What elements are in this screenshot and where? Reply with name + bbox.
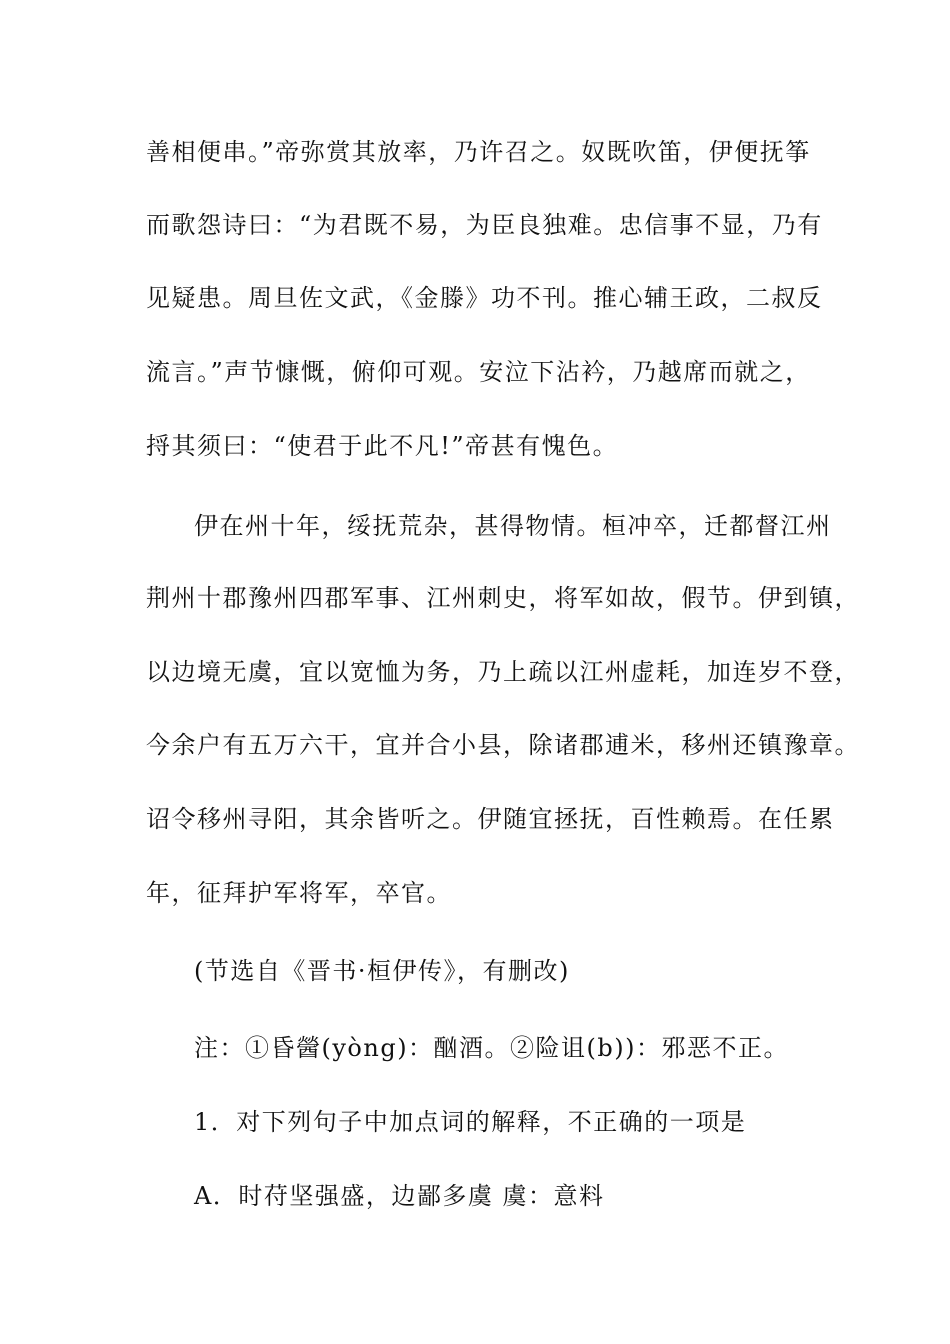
- question-prompt: 1．对下列句子中加点词的解释，不正确的一项是: [194, 1108, 747, 1136]
- text-line: 年，征拜护军将军，卒官。: [146, 879, 452, 907]
- text-line: 流言。”声节慷慨，俯仰可观。安泣下沾衿，乃越席而就之，: [146, 358, 811, 386]
- text-line: 而歌怨诗曰：“为君既不易，为臣良独难。忠信事不显，乃有: [146, 211, 823, 239]
- paragraph-start-line: 伊在州十年，绥抚荒杂，甚得物情。桓冲卒，迁都督江州: [194, 512, 832, 540]
- text-line: 以边境无虞，宜以宽恤为务，乃上疏以江州虚耗，加连岁不登，: [146, 658, 860, 686]
- text-line: 荆州十郡豫州四郡军事、江州刺史，将军如故，假节。伊到镇，: [146, 584, 860, 612]
- source-citation: (节选自《晋书·桓伊传》，有删改): [194, 957, 570, 985]
- text-line: 诏令移州寻阳，其余皆听之。伊随宜拯抚，百性赖焉。在任累: [146, 805, 835, 833]
- text-line: 见疑患。周旦佐文武，《金滕》功不刊。推心辅王政，二叔反: [146, 284, 823, 312]
- text-line: 善相便串。”帝弥赏其放率，乃许召之。奴既吹笛，伊便抚筝: [146, 138, 811, 166]
- text-line: 捋其须曰：“使君于此不凡!”帝甚有愧色。: [146, 432, 619, 460]
- text-line: 今余户有五万六干，宜并合小县，除诸郡逋米，移州还镇豫章。: [146, 731, 860, 759]
- annotation-note: 注：①昏醟(yòng)：酗酒。②险诅(b))：邪恶不正。: [194, 1034, 790, 1062]
- answer-option-a: A．时苻坚强盛，边鄙多虞 虞：意料: [194, 1182, 605, 1210]
